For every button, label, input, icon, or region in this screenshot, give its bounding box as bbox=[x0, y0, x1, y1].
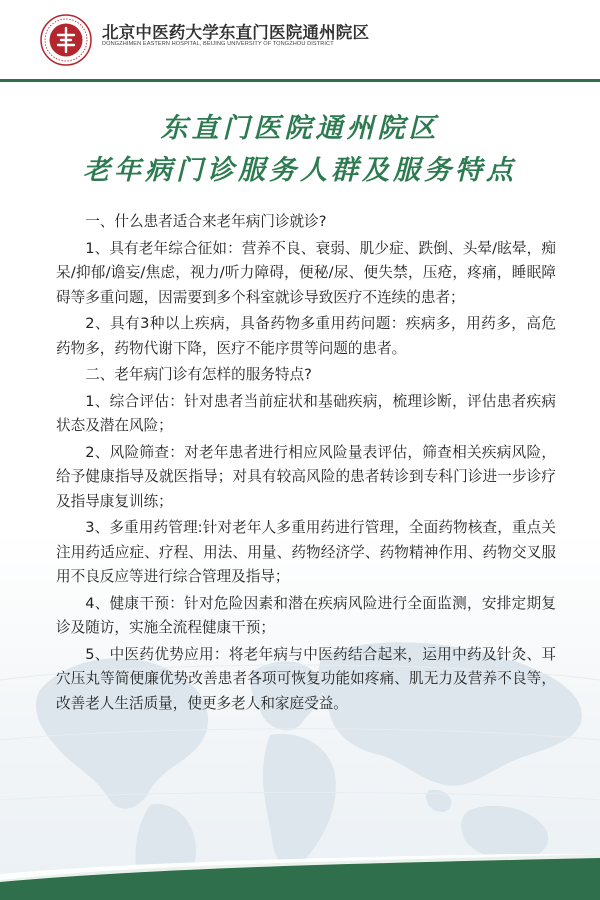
section-item: 4、健康干预：针对危险因素和潜在疾病风险进行全面监测，安排定期复诊及随访，实施全流程健康干预； bbox=[56, 594, 556, 636]
section-item: 3、多重用药管理:针对老年人多重用药进行管理，全面药物核查，重点关注用药适应症、疗程、用法、用量、药物经济学、药物精神作用、药物交叉服用不良反应等进行综合管理及指导； bbox=[56, 519, 556, 585]
content-body bbox=[56, 210, 556, 718]
section-heading: 一、什么患者适合来老年病门诊就诊? bbox=[85, 213, 327, 230]
section-item: 5、中医药优势应用：将老年病与中医药结合起来，运用中药及针灸、耳穴压丸等简便廉优势改善患者各项可恢复功能如疼痛、肌无力及营养不良等，改善老人生活质量，使更多老人和家庭受益。 bbox=[56, 645, 556, 712]
hospital-logo-icon bbox=[40, 14, 92, 66]
section-heading: 二、老年病门诊有怎样的服务特点? bbox=[85, 366, 312, 383]
section-item: 2、风险筛查：对老年患者进行相应风险量表评估，筛查相关疾病风险，给予健康指导及就医指导；对具有较高风险的患者转诊到专科门诊进一步诊疗及指导康复训练； bbox=[56, 443, 556, 510]
section-item: 2、具有3种以上疾病，具备药物多重用药问题：疾病多，用药多，高危药物多，药物代谢下降，医疗不能序贯等问题的患者。 bbox=[56, 315, 556, 357]
page-title-line1: 东直门医院通州院区 bbox=[160, 113, 440, 144]
section-item: 1、具有老年综合征如：营养不良、衰弱、肌少症、跌倒、头晕/眩晕，痴呆/抑郁/谵妄/焦虑，视力/听力障碍，便秘/尿、便失禁，压疮，疼痛，睡眠障碍等多重问题，因需要到多个科室就诊导致医疗不连续的患者； bbox=[56, 239, 556, 306]
footer-band bbox=[0, 854, 600, 900]
page-title-line2: 老年病门诊服务人群及服务特点 bbox=[83, 155, 517, 186]
header bbox=[0, 0, 600, 82]
hospital-name-en: DONGZHIMEN EASTERN HOSPITAL, BEIJING UNIVERSITY OF TONGZHOU DISTRICT bbox=[102, 41, 334, 47]
hospital-name-cn: 北京中医药大学东直门医院通州院区 bbox=[102, 23, 370, 42]
section-item: 1、综合评估：针对患者当前症状和基础疾病，梳理诊断，评估患者疾病状态及潜在风险； bbox=[56, 392, 556, 434]
header-divider bbox=[0, 79, 600, 82]
